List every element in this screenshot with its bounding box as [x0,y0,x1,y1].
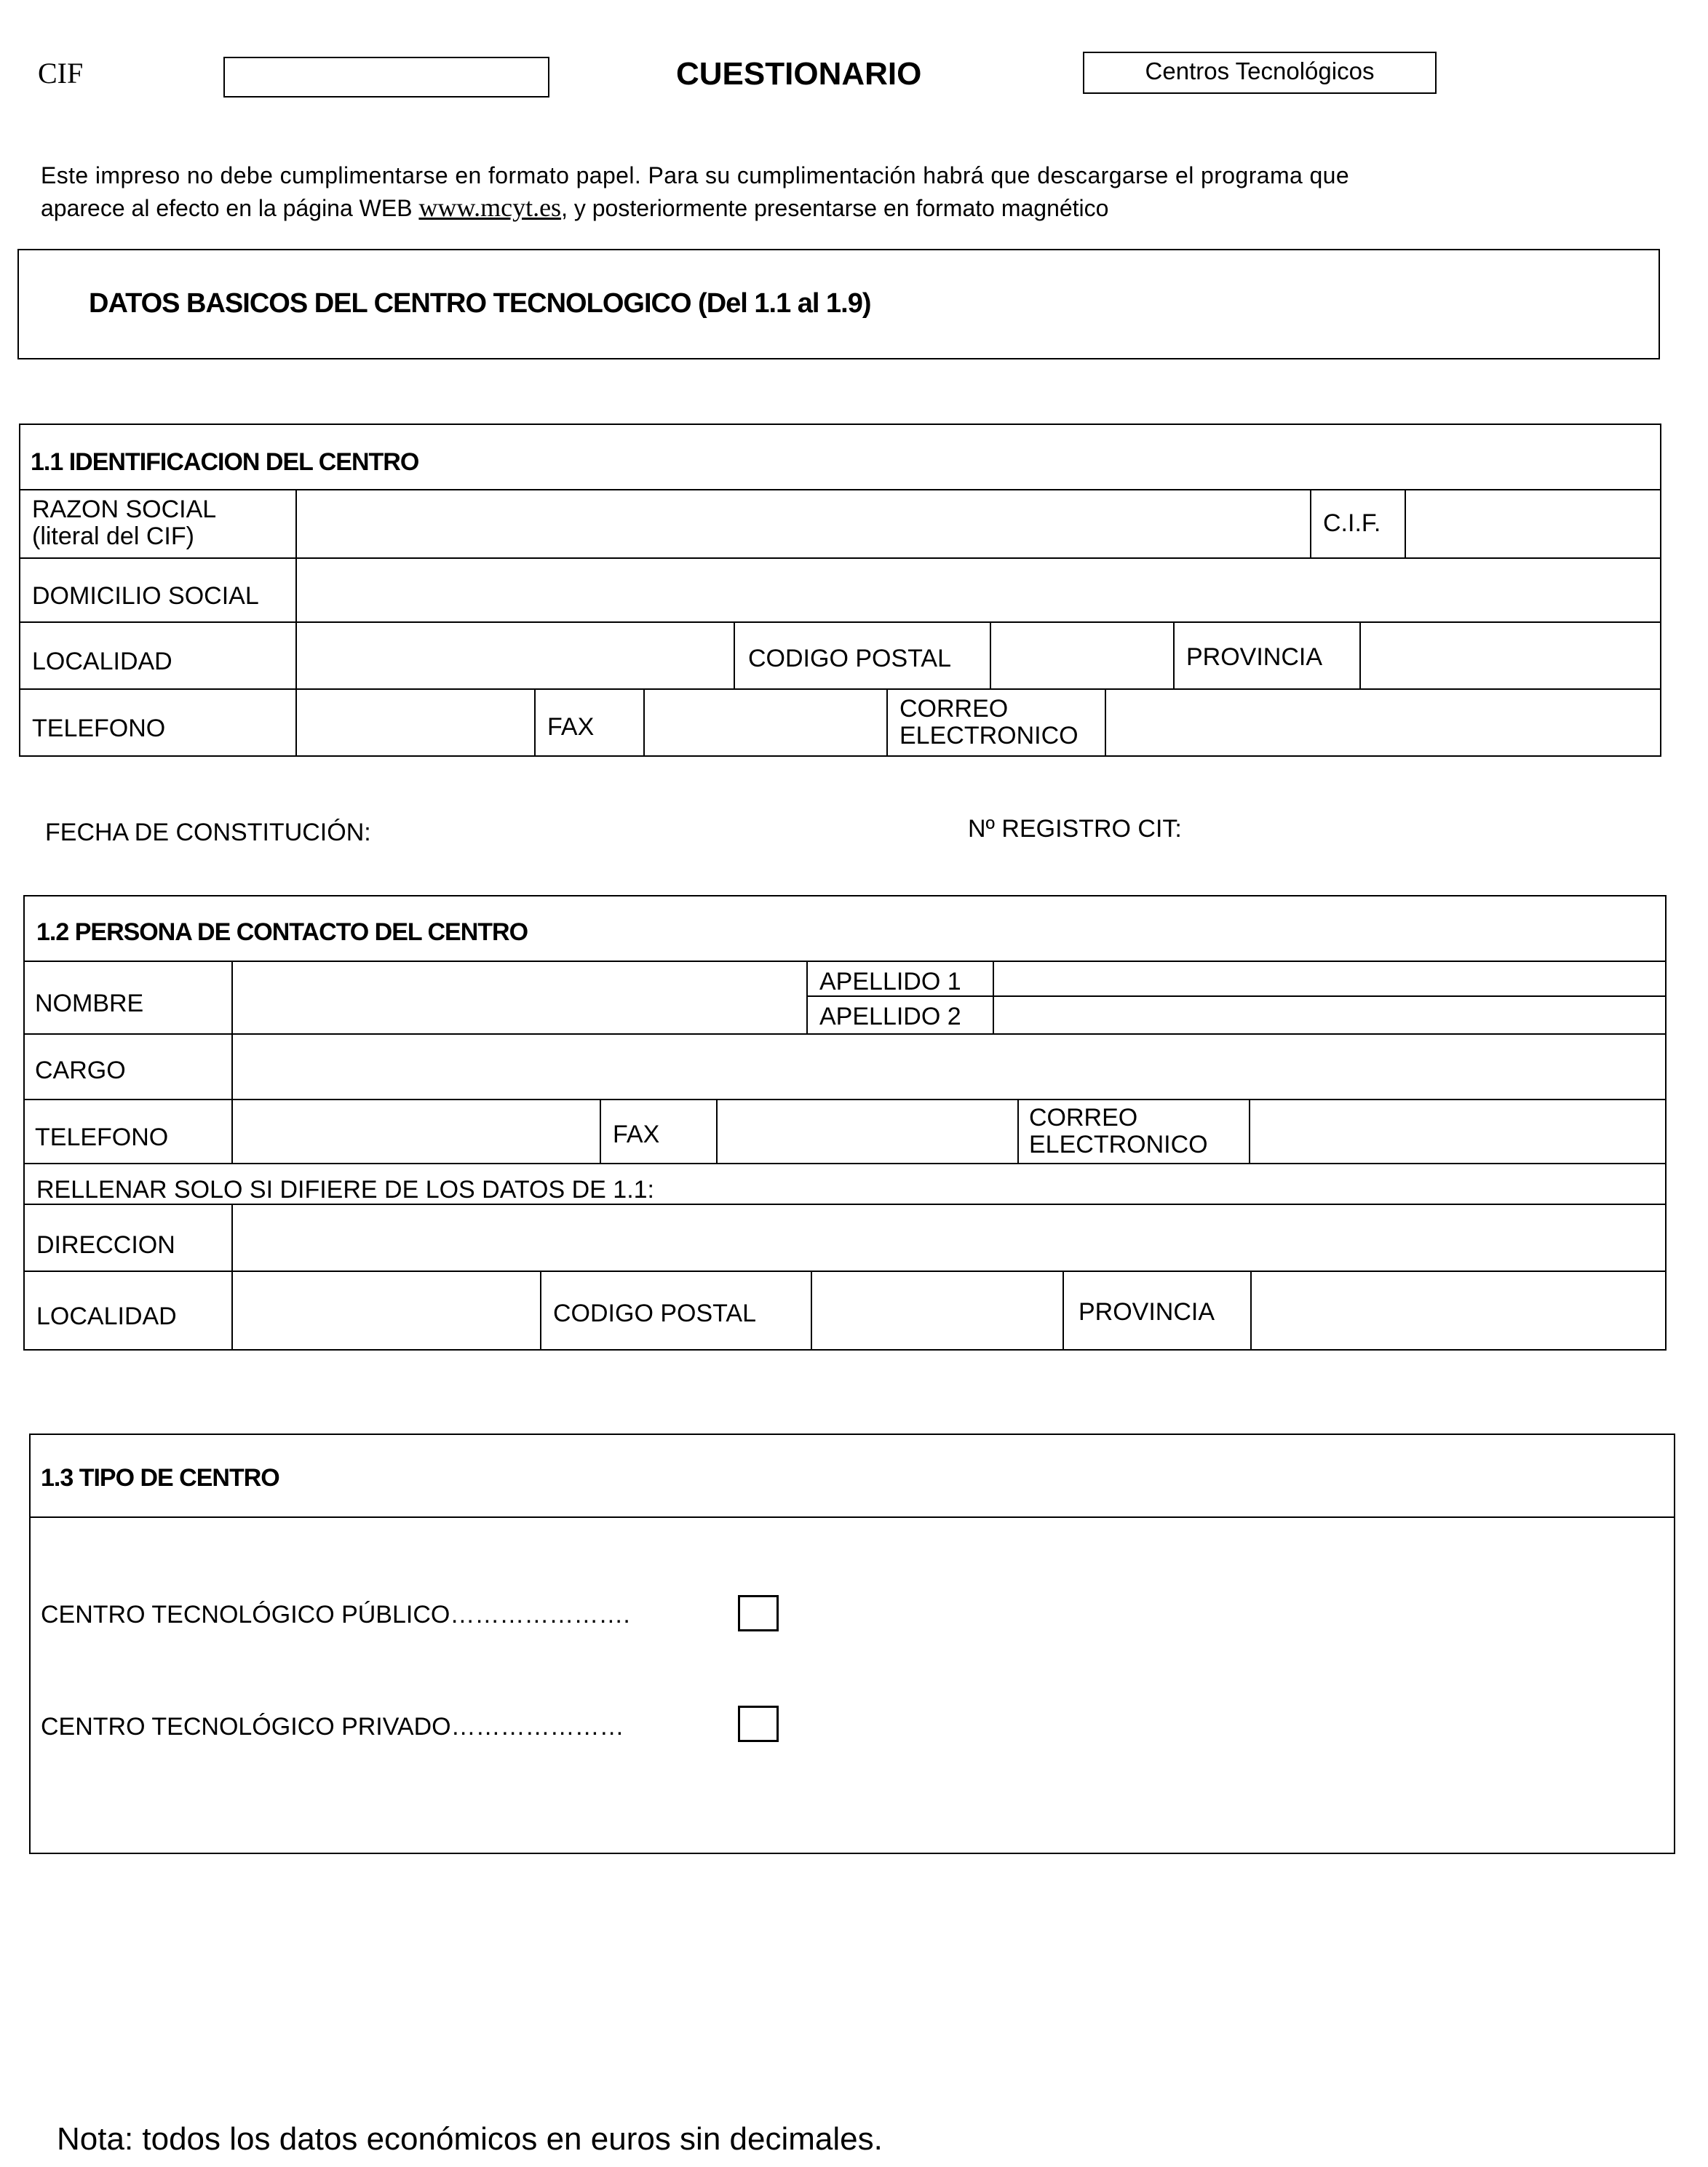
contacto-provincia-label: PROVINCIA [1079,1298,1215,1326]
cif-field[interactable] [1407,492,1659,556]
cif-column-label: C.I.F. [1323,509,1381,537]
correo-label-line-2: ELECTRONICO [899,722,1079,749]
apellido-2-field[interactable] [996,998,1665,1032]
contacto-fax-field[interactable] [719,1102,1016,1161]
domicilio-social-label: DOMICILIO SOCIAL [32,582,259,610]
razon-social-label [32,496,216,550]
rellenar-note: RELLENAR SOLO SI DIFIERE DE LOS DATOS DE 1.1: [36,1176,655,1204]
razon-social-field[interactable] [298,492,1308,556]
apellido-2-label: APELLIDO 2 [819,1003,961,1030]
telefono-label: TELEFONO [32,715,166,742]
cif-input[interactable] [223,57,549,98]
category-tag [1083,52,1437,94]
contacto-correo-label-line-1: CORREO [1029,1104,1138,1132]
contacto-telefono-label: TELEFONO [35,1124,169,1151]
domicilio-social-field[interactable] [298,560,1659,620]
codigo-postal-field[interactable] [993,624,1172,687]
contacto-codigo-postal-field[interactable] [814,1273,1061,1349]
contacto-cargo-field[interactable] [234,1036,1665,1097]
fax-label: FAX [547,713,595,741]
razon-social-label-line-2: (literal del CIF) [32,522,194,550]
contacto-localidad-label: LOCALIDAD [36,1303,177,1330]
intro-line-1: Este impreso no debe cumplimentarse en formato papel. Para su cumplimentación habrá que descargarse el programa que [41,162,1350,188]
section-banner [17,249,1660,359]
section-1-1-title: 1.1 IDENTIFICACION DEL CENTRO [31,448,419,476]
contacto-cargo-label: CARGO [35,1057,126,1084]
cif-label: CIF [38,57,84,90]
centro-publico-checkbox[interactable] [738,1595,779,1631]
web-link[interactable]: www.mcyt.es [418,193,562,222]
codigo-postal-label: CODIGO POSTAL [748,645,951,672]
fax-field[interactable] [646,691,885,755]
contacto-direccion-label: DIRECCION [36,1231,175,1259]
intro-line-2 [41,194,1108,222]
contacto-nombre-field[interactable] [234,963,805,1032]
contacto-correo-label [1029,1105,1208,1158]
contacto-provincia-field[interactable] [1253,1273,1665,1349]
apellido-1-label: APELLIDO 1 [819,968,961,995]
contacto-telefono-field[interactable] [234,1102,598,1161]
section-1-3-box [29,1434,1675,1854]
centro-privado-label: CENTRO TECNOLÓGICO PRIVADO………………… [41,1713,624,1741]
contacto-correo-label-line-2: ELECTRONICO [1029,1131,1208,1158]
centro-publico-label: CENTRO TECNOLÓGICO PÚBLICO…………………. [41,1601,630,1629]
intro-line-2-prefix: aparece al efecto en la página WEB [41,195,419,221]
footer-note: Nota: todos los datos económicos en euros sin decimales. [57,2121,883,2157]
provincia-label: PROVINCIA [1186,643,1323,671]
telefono-field[interactable] [298,691,533,755]
section-1-3-title: 1.3 TIPO DE CENTRO [41,1464,279,1492]
contacto-fax-label: FAX [613,1121,660,1148]
section-1-2-title: 1.2 PERSONA DE CONTACTO DEL CENTRO [36,918,528,946]
banner-title: DATOS BASICOS DEL CENTRO TECNOLOGICO (Del 1.1 al 1.9) [89,288,871,319]
registro-cit-label: Nº REGISTRO CIT: [968,815,1182,843]
category-tag-label: Centros Tecnológicos [1145,57,1375,84]
localidad-field[interactable] [298,624,732,687]
fecha-constitucion-label: FECHA DE CONSTITUCIÓN: [45,819,371,846]
contacto-direccion-field[interactable] [234,1206,1665,1269]
correo-electronico-label [899,696,1079,749]
centro-privado-checkbox[interactable] [738,1706,779,1742]
provincia-field[interactable] [1362,624,1659,687]
contacto-localidad-field[interactable] [234,1273,539,1349]
contacto-nombre-label: NOMBRE [35,990,144,1017]
correo-electronico-field[interactable] [1108,691,1659,755]
intro-line-2-suffix: , y posteriormente presentarse en formato magnético [561,195,1109,221]
apellido-1-field[interactable] [996,963,1665,994]
correo-label-line-1: CORREO [899,695,1009,723]
localidad-label: LOCALIDAD [32,648,172,675]
razon-social-label-line-1: RAZON SOCIAL [32,496,217,523]
page-title: CUESTIONARIO [676,56,922,92]
contacto-codigo-postal-label: CODIGO POSTAL [553,1300,756,1327]
contacto-correo-field[interactable] [1252,1102,1665,1161]
